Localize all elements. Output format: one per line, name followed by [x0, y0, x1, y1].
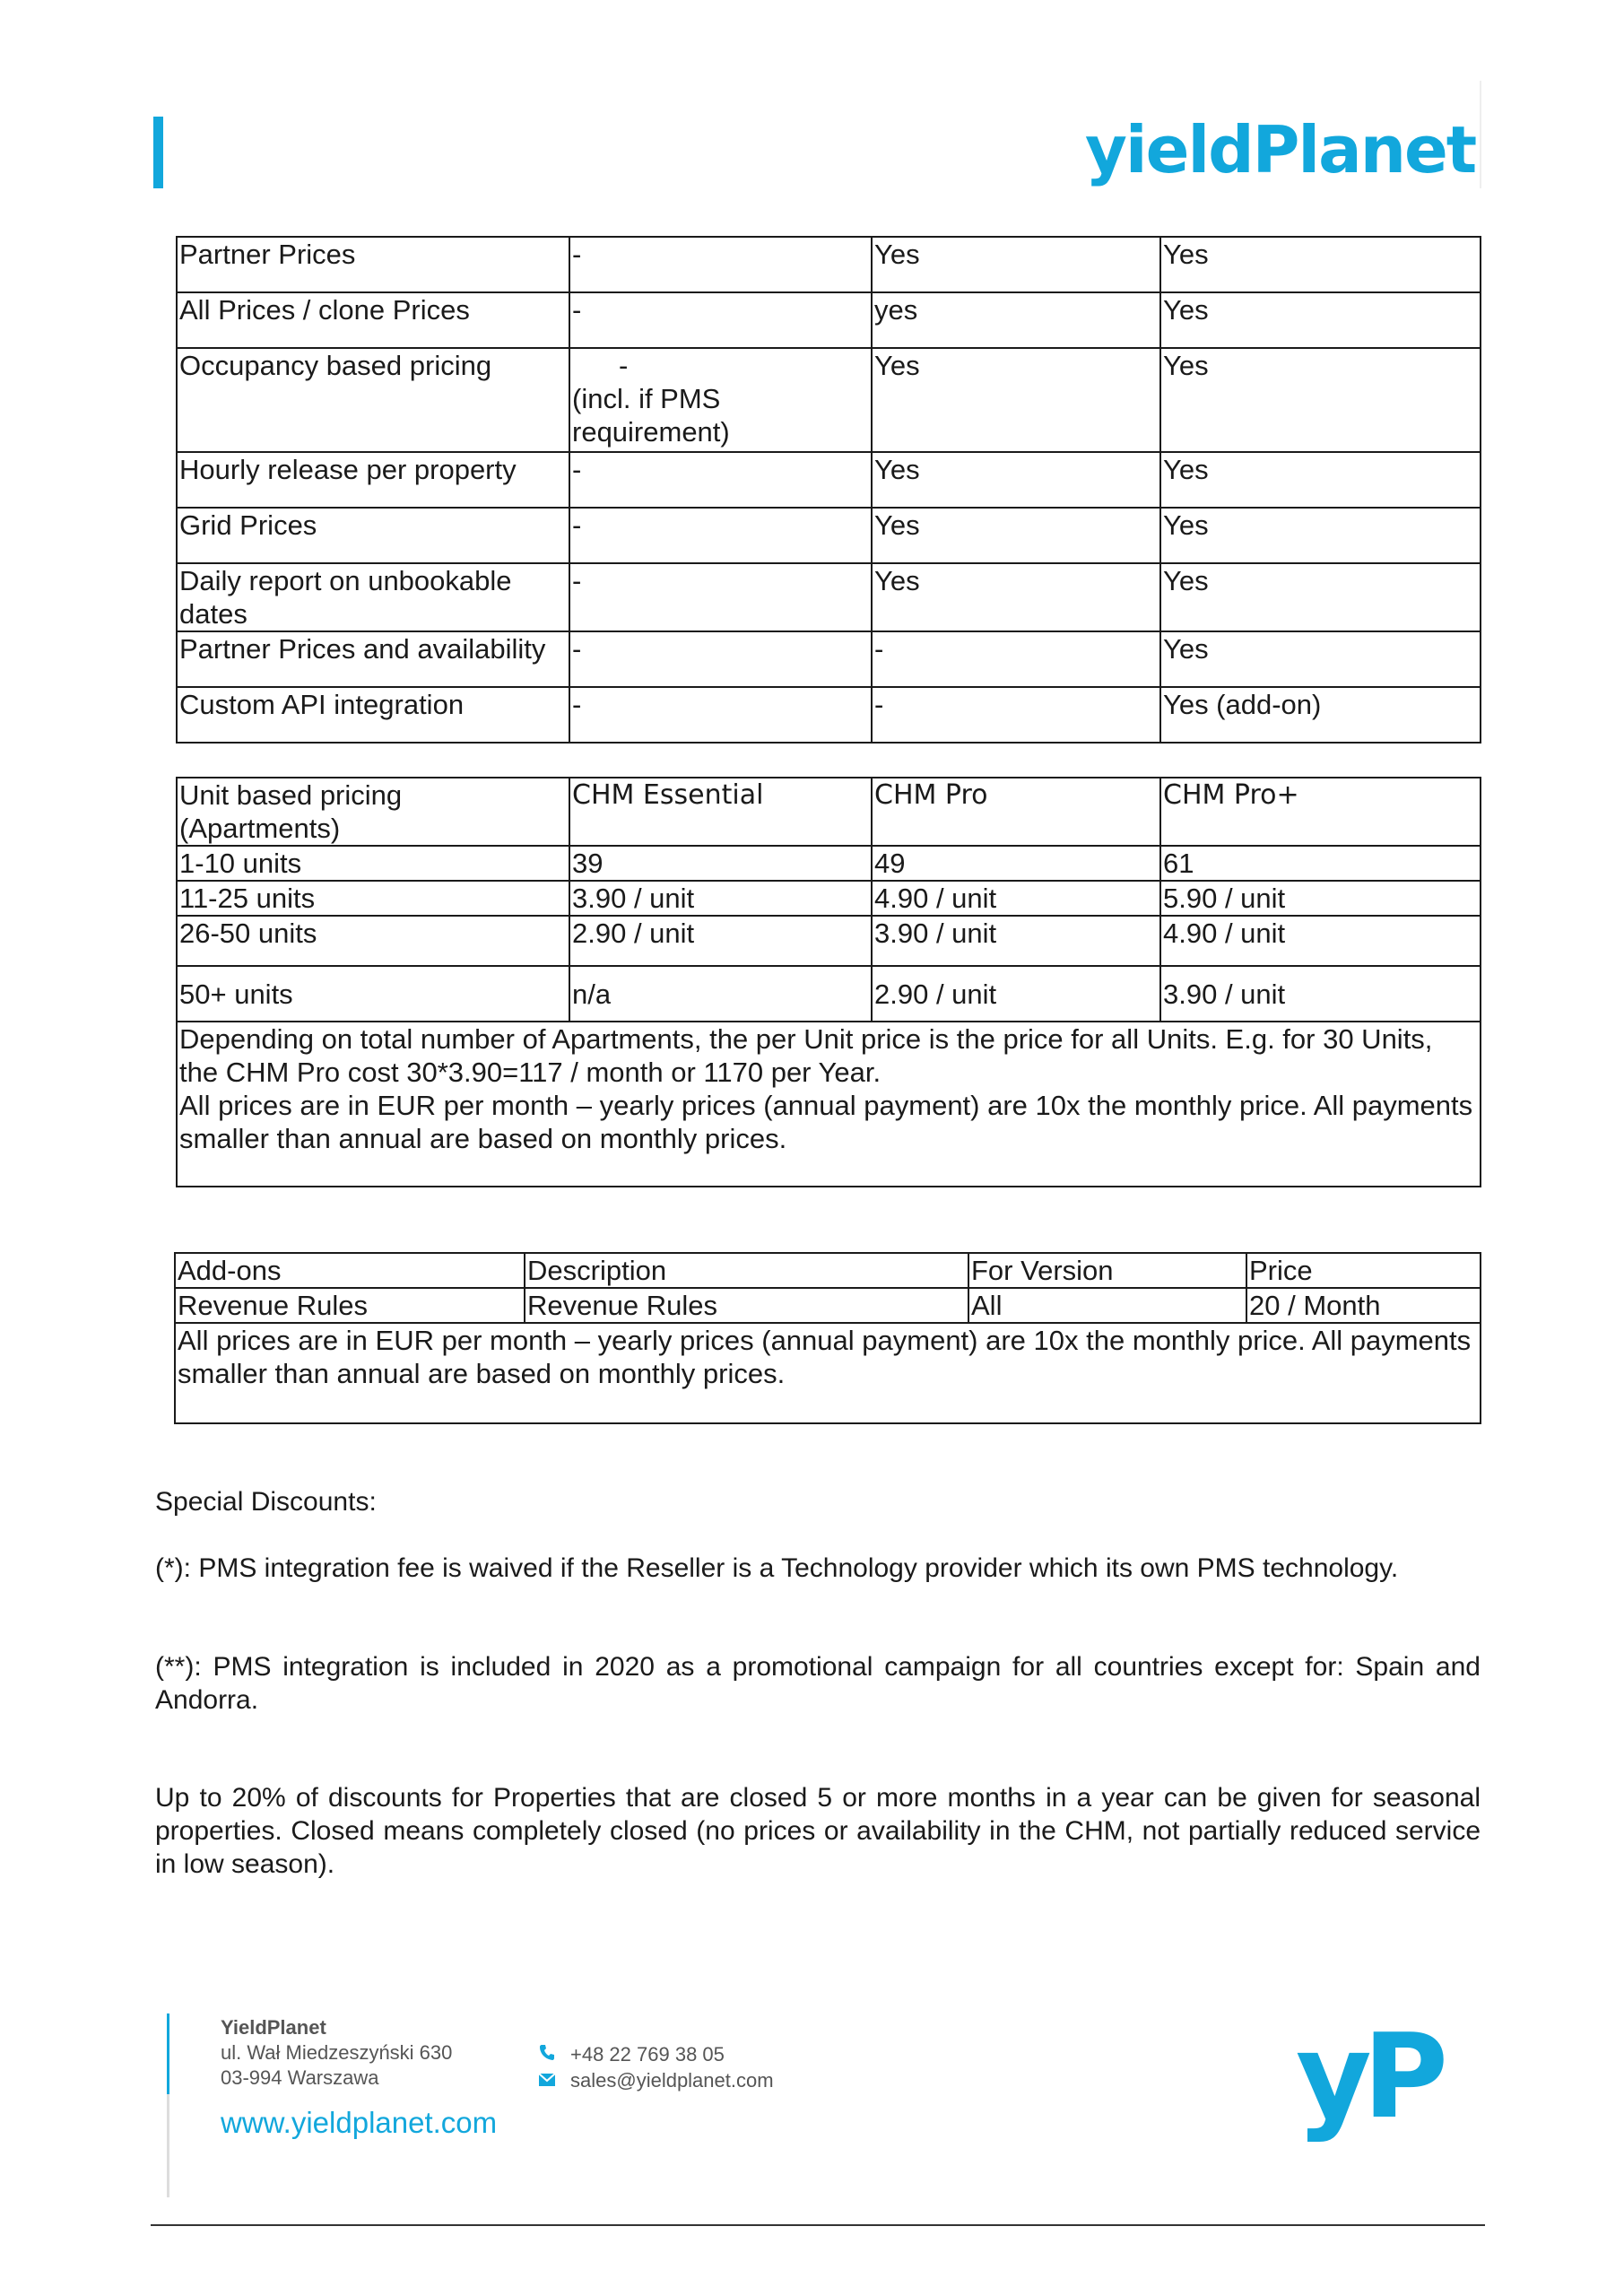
feature-label: Partner Prices and availability	[177, 631, 569, 687]
footer-accent-line	[167, 2013, 169, 2094]
feature-label: Partner Prices	[177, 237, 569, 292]
pro-cell: Yes	[872, 452, 1160, 508]
pro-price: 2.90 / unit	[872, 966, 1160, 1022]
footer-email	[538, 2069, 774, 2092]
pro-price: 49	[872, 846, 1160, 881]
table-row	[177, 292, 1481, 348]
table-row	[177, 881, 1481, 916]
discounts-heading: Special Discounts:	[155, 1487, 377, 1517]
table-row	[177, 631, 1481, 687]
pro-price: 3.90 / unit	[872, 916, 1160, 966]
mail-icon	[538, 2069, 558, 2092]
page-bottom-rule	[151, 2224, 1485, 2226]
tier-label: 11-25 units	[177, 881, 569, 916]
pro-cell: -	[872, 631, 1160, 687]
header-divider	[1480, 81, 1481, 188]
addon-version: All	[968, 1288, 1246, 1323]
table-row	[177, 687, 1481, 743]
proplus-price: 3.90 / unit	[1160, 966, 1481, 1022]
column-header: CHM Pro	[872, 778, 1160, 846]
feature-label: Hourly release per property	[177, 452, 569, 508]
proplus-cell: Yes	[1160, 292, 1481, 348]
essential-cell: -	[569, 508, 872, 563]
addon-description: Revenue Rules	[525, 1288, 968, 1323]
table-row	[177, 916, 1481, 966]
essential-cell: -	[569, 292, 872, 348]
tier-label: 1-10 units	[177, 846, 569, 881]
proplus-cell: Yes	[1160, 508, 1481, 563]
table-header-row	[177, 778, 1481, 846]
pricing-note	[177, 1022, 1481, 1187]
table-row	[177, 452, 1481, 508]
addon-name: Revenue Rules	[175, 1288, 525, 1323]
tier-label: 50+ units	[177, 966, 569, 1022]
essential-value: -	[619, 350, 629, 381]
header-accent-bar	[153, 117, 163, 188]
essential-cell	[569, 348, 872, 452]
footer-address-street: ul. Wał Miedzeszyński 630	[221, 2041, 453, 2064]
pro-cell: yes	[872, 292, 1160, 348]
essential-price: 39	[569, 846, 872, 881]
table-row	[177, 348, 1481, 452]
pro-cell: -	[872, 687, 1160, 743]
pro-cell: Yes	[872, 348, 1160, 452]
column-header: CHM Essential	[569, 778, 872, 846]
feature-label: Occupancy based pricing	[177, 348, 569, 452]
proplus-cell: Yes	[1160, 563, 1481, 631]
column-header: For Version	[968, 1253, 1246, 1288]
essential-price: 3.90 / unit	[569, 881, 872, 916]
unit-pricing-table	[176, 777, 1481, 1187]
addon-price: 20 / Month	[1246, 1288, 1481, 1323]
column-header: CHM Pro+	[1160, 778, 1481, 846]
table-row	[177, 508, 1481, 563]
column-header: Description	[525, 1253, 968, 1288]
addons-table	[174, 1252, 1481, 1424]
essential-cell: -	[569, 563, 872, 631]
essential-cell: -	[569, 237, 872, 292]
addons-note: All prices are in EUR per month – yearly prices (annual payment) are 10x the monthly price. All payments smaller than annual are based on monthly prices.	[175, 1323, 1481, 1423]
footer-address-city: 03-994 Warszawa	[221, 2066, 379, 2089]
phone-icon	[538, 2043, 558, 2066]
essential-price: 2.90 / unit	[569, 916, 872, 966]
pro-price: 4.90 / unit	[872, 881, 1160, 916]
footer-website-link[interactable]: www.yieldplanet.com	[221, 2106, 498, 2139]
proplus-cell: Yes	[1160, 631, 1481, 687]
proplus-cell: Yes	[1160, 348, 1481, 452]
table-row	[177, 563, 1481, 631]
footer-phone-number: +48 22 769 38 05	[570, 2043, 725, 2066]
pro-cell: Yes	[872, 237, 1160, 292]
features-table	[176, 236, 1481, 744]
proplus-price: 4.90 / unit	[1160, 916, 1481, 966]
feature-label: Daily report on unbookable dates	[177, 563, 569, 631]
column-header: Unit based pricing (Apartments)	[177, 778, 569, 846]
pro-cell: Yes	[872, 508, 1160, 563]
column-header: Add-ons	[175, 1253, 525, 1288]
feature-label: Custom API integration	[177, 687, 569, 743]
proplus-cell: Yes	[1160, 452, 1481, 508]
table-note-row	[175, 1323, 1481, 1423]
essential-cell: -	[569, 687, 872, 743]
essential-price: n/a	[569, 966, 872, 1022]
table-header-row	[175, 1253, 1481, 1288]
table-row	[175, 1288, 1481, 1323]
discount-note-seasonal: Up to 20% of discounts for Properties that are closed 5 or more months in a year can be given for seasonal properties. Closed means completely closed (no prices or availability in the CHM, not partially reduced service in low season).	[155, 1783, 1481, 1879]
proplus-price: 5.90 / unit	[1160, 881, 1481, 916]
discount-note-pms-promo: (**): PMS integration is included in 2020 as a promotional campaign for all countries except for: Spain and Andorra.	[155, 1652, 1481, 1715]
pricing-note-currency: All prices are in EUR per month – yearly prices (annual payment) are 10x the monthly price. All payments smaller than annual are based on monthly prices.	[179, 1090, 1473, 1154]
table-row	[177, 966, 1481, 1022]
feature-label: Grid Prices	[177, 508, 569, 563]
yieldplanet-logo: yieldPlanet	[1085, 112, 1476, 187]
table-row	[177, 237, 1481, 292]
footer-email-address[interactable]: sales@yieldplanet.com	[570, 2069, 774, 2092]
pricing-note-example: Depending on total number of Apartments, the per Unit price is the price for all Units. E.g. for 30 Units, the CHM Pro cost 30*3.90=117 / month or 1170 per Year.	[179, 1023, 1433, 1088]
discount-note-pms-waiver: (*): PMS integration fee is waived if the Reseller is a Technology provider which its own PMS technology.	[155, 1553, 1399, 1583]
essential-cell: -	[569, 452, 872, 508]
proplus-cell: Yes	[1160, 237, 1481, 292]
proplus-price: 61	[1160, 846, 1481, 881]
table-note-row	[177, 1022, 1481, 1187]
pro-cell: Yes	[872, 563, 1160, 631]
pms-note: (incl. if PMS requirement)	[572, 383, 730, 448]
footer-phone	[538, 2043, 725, 2066]
yp-logo-mark: yP	[1296, 2008, 1440, 2144]
proplus-cell: Yes (add-on)	[1160, 687, 1481, 743]
essential-cell: -	[569, 631, 872, 687]
footer-company: YieldPlanet	[221, 2016, 326, 2039]
tier-label: 26-50 units	[177, 916, 569, 966]
feature-label: All Prices / clone Prices	[177, 292, 569, 348]
table-row	[177, 846, 1481, 881]
column-header: Price	[1246, 1253, 1481, 1288]
